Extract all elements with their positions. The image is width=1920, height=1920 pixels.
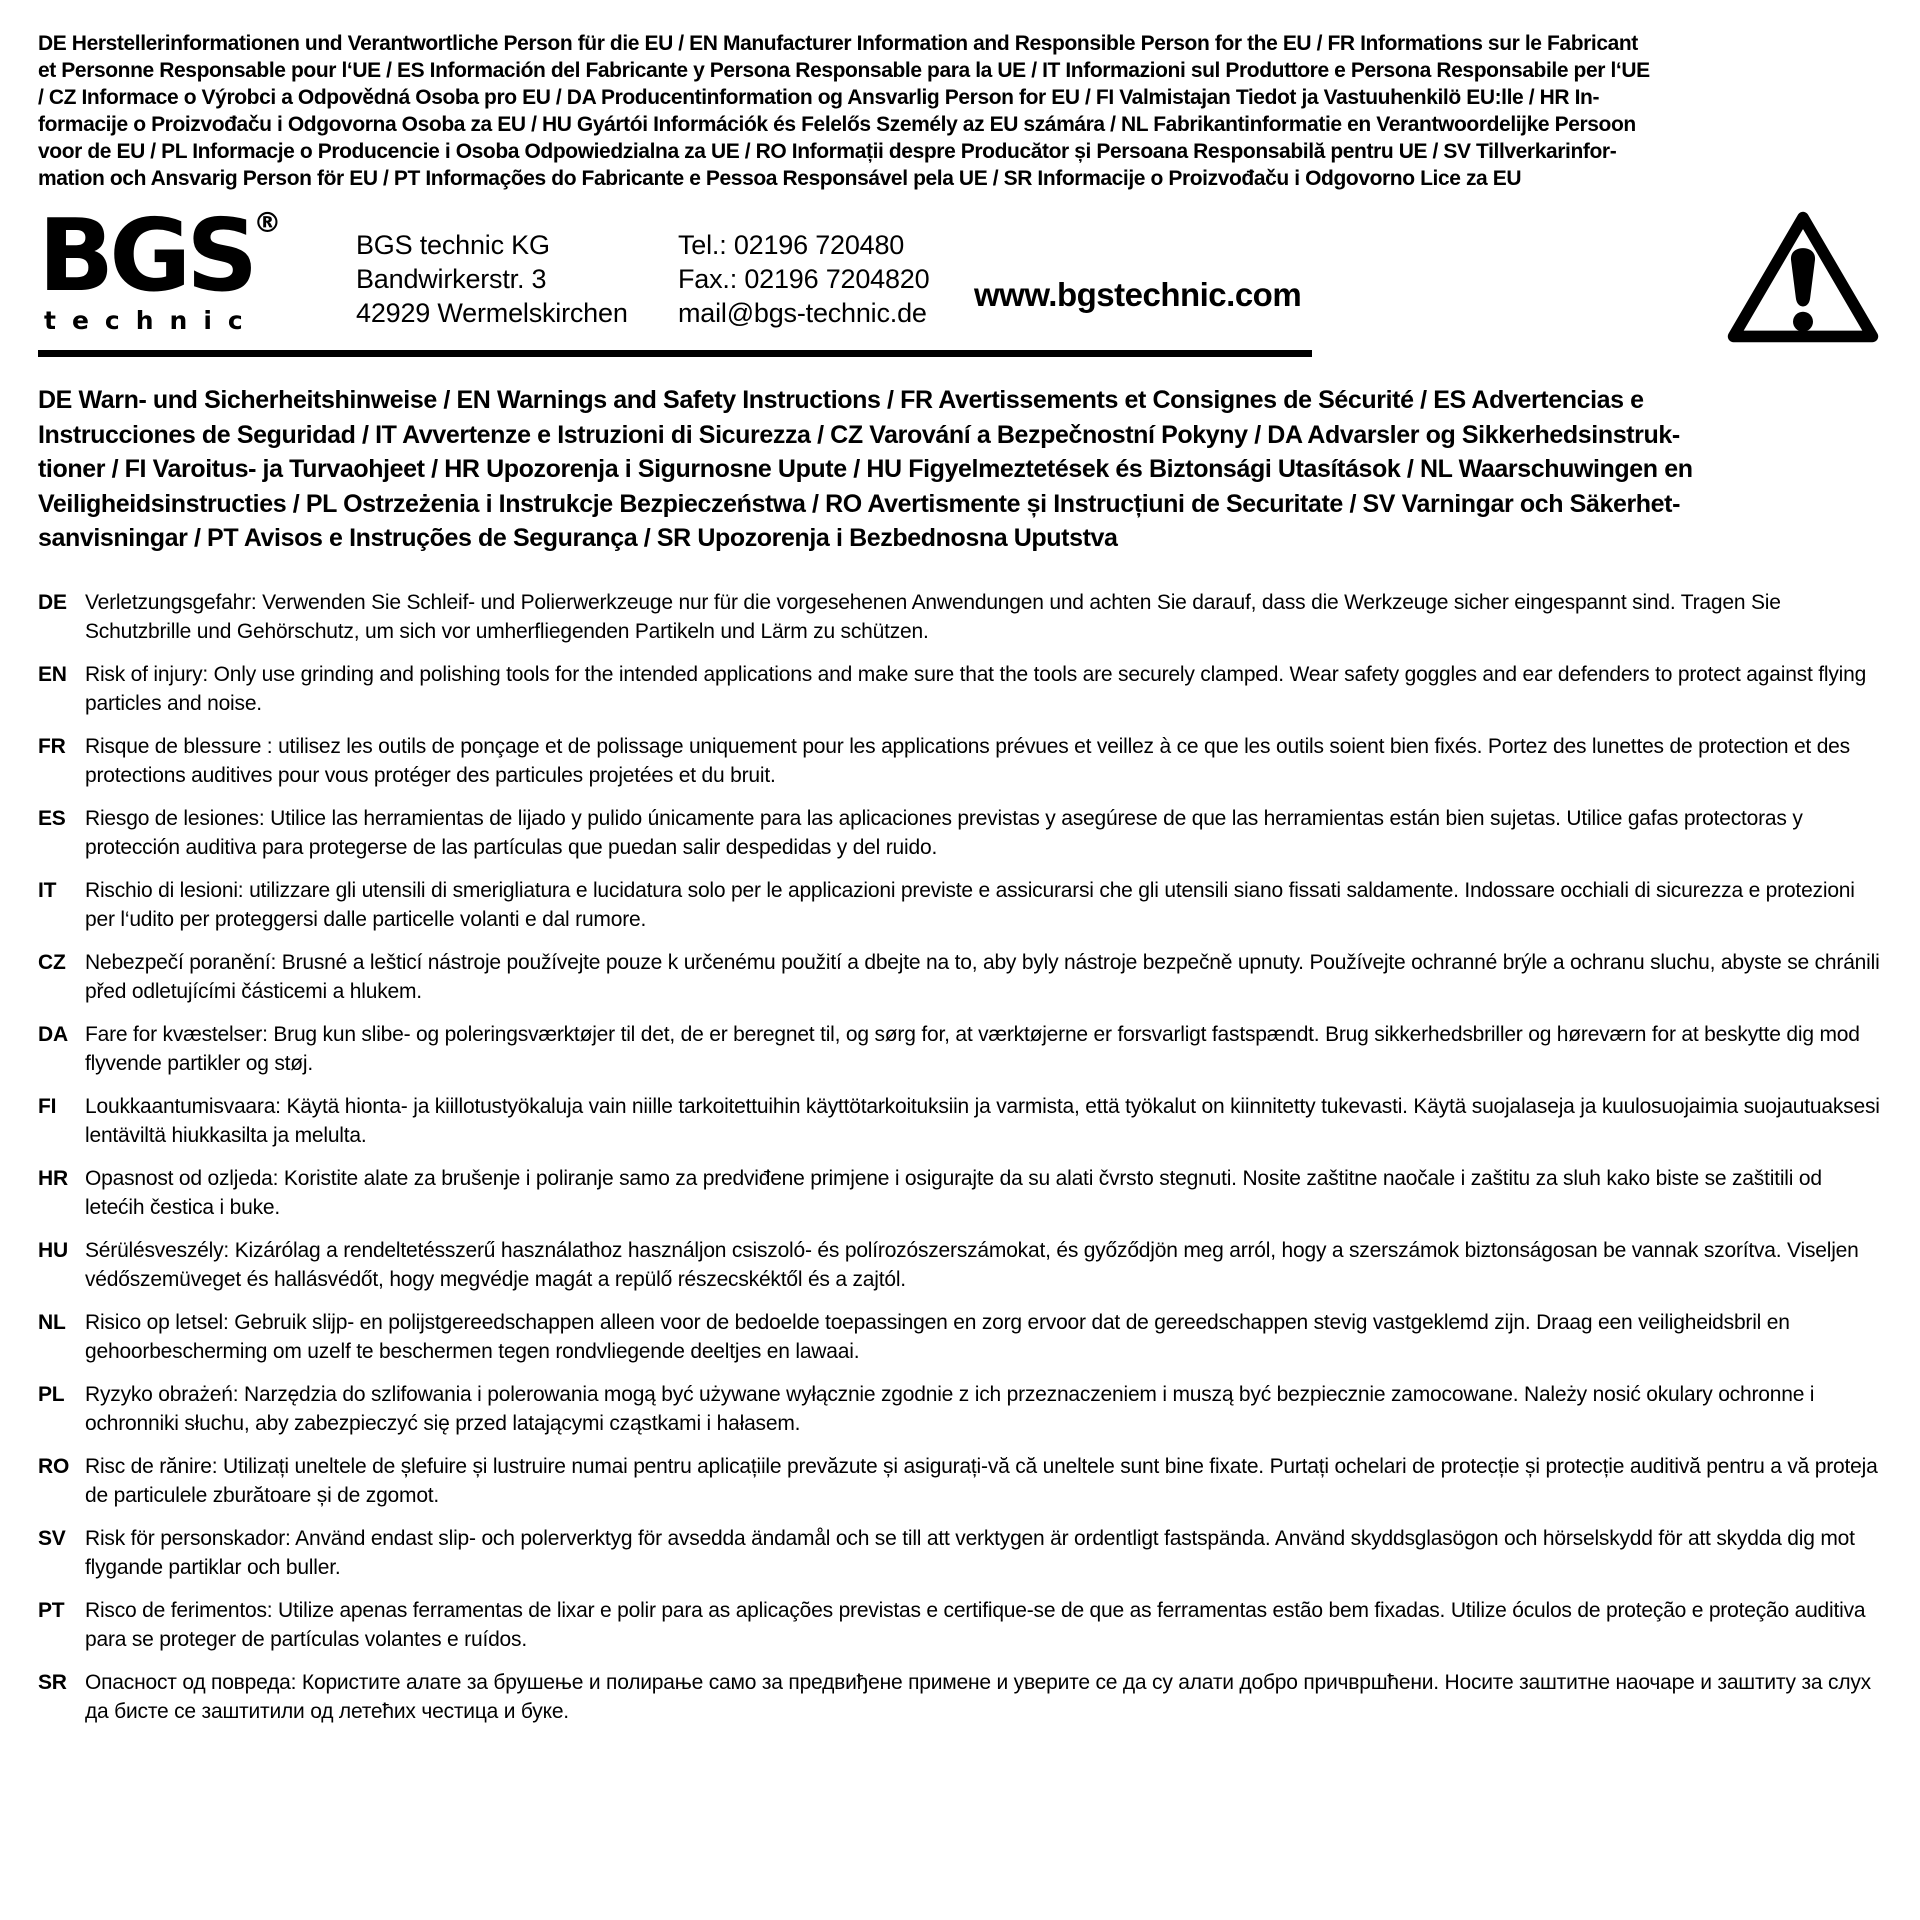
- warnings-heading-line: tioner / FI Varoitus- ja Turvaohjeet / HR Upozorenja i Sigurnosne Upute / HU Figyelmeztetések és Biztonsági Utasítások / NL Waarschuwingen en: [38, 455, 1693, 483]
- warning-text: Risque de blessure : utilisez les outils de ponçage et de polissage uniquement pour les applications prévues et veillez à ce que les outils soient bien fixés. Portez des lunettes de protection et des protections auditives pour vous protéger des particules projetées et du bruit.: [85, 734, 1850, 787]
- warning-text: Risk för personskador: Använd endast slip- och polerverktyg för avsedda ändamål och se till att verktygen är ordentligt fastspända. Använd skyddsglasögon och hörselskydd för att skydda dig mot flygande partiklar och buller.: [85, 1526, 1855, 1579]
- manufacturer-info-heading: [38, 30, 1882, 192]
- company-phone: Tel.: 02196 720480: [678, 230, 905, 260]
- warning-item-hu: [38, 1236, 1882, 1294]
- language-code: RO: [38, 1454, 70, 1478]
- warning-text: Riesgo de lesiones: Utilice las herramientas de lijado y pulido únicamente para las aplicaciones previstas y asegúrese de que las herramientas están bien sujetas. Utilice gafas protectoras y protección auditiva para protegerse de las partículas que puedan salir despedidas y del ruido.: [85, 806, 1803, 859]
- warning-item-nl: [38, 1308, 1882, 1366]
- warning-item-fr: [38, 732, 1882, 790]
- warning-text: Opasnost od ozljeda: Koristite alate za brušenje i poliranje samo za predviđene primjene i osigurajte da su alati čvrsto stegnuti. Nosite zaštitne naočale i zaštitu za sluh kako biste se zaštitili od letećih čestica i buke.: [85, 1166, 1822, 1219]
- warning-text: Nebezpečí poranění: Brusné a lešticí nástroje používejte pouze k určenému použití a dbejte na to, aby byly nástroje bezpečně upnuty. Používejte ochranné brýle a ochranu sluchu, abyste se chránili před odletujícími částicemi a hlukem.: [85, 950, 1880, 1003]
- language-code: NL: [38, 1310, 66, 1334]
- company-fax: Fax.: 02196 7204820: [678, 264, 930, 294]
- warnings-heading-line: Instrucciones de Seguridad / IT Avvertenze e Istruzioni di Sicurezza / CZ Varování a Bezpečnostní Pokyny / DA Advarsler og Sikkerhedsinstruk-: [38, 420, 1680, 449]
- warnings-heading: [38, 383, 1882, 556]
- warnings-heading-line: DE Warn- und Sicherheitshinweise / EN Warnings and Safety Instructions / FR Avertissements et Consignes de Sécurité / ES Advertencias e: [38, 386, 1644, 414]
- warning-item-da: [38, 1020, 1882, 1078]
- warning-item-sv: [38, 1524, 1882, 1582]
- warning-item-en: [38, 660, 1882, 718]
- company-street: Bandwirkerstr. 3: [356, 264, 547, 294]
- language-code: SV: [38, 1526, 66, 1550]
- language-code: DA: [38, 1022, 68, 1046]
- warnings-list: [38, 588, 1882, 1726]
- manufacturer-info-line: mation och Ansvarig Person för EU / PT Informações do Fabricante e Pessoa Responsável pela UE / SR Informacije o Proizvođaču i Odgovorno Lice za EU: [38, 167, 1522, 190]
- language-code: EN: [38, 662, 67, 686]
- bgs-logo: [38, 197, 356, 335]
- warning-text: Sérülésveszély: Kizárólag a rendeltetésszerű használathoz használjon csiszoló- és polírozószerszámokat, és győződjön meg arról, hogy a szerszámok biztonságosan be vannak szorítva. Viseljen védőszemüveget és hallásvédőt, hogy megvédje magát a repülő részecskéktől és a zajtól.: [85, 1238, 1859, 1291]
- manufacturer-info-line: formacije o Proizvođaču i Odgovorna Osoba za EU / HU Gyártói Információk és Felelős Személy az EU számára / NL Fabrikantinformatie en Verantwoordelijke Persoon: [38, 113, 1636, 136]
- language-code: SR: [38, 1670, 67, 1694]
- warning-item-fi: [38, 1092, 1882, 1150]
- warning-text: Ryzyko obrażeń: Narzędzia do szlifowania i polerowania mogą być używane wyłącznie zgodnie z ich przeznaczeniem i muszą być bezpiecznie zamocowane. Należy nosić okulary ochronne i ochronniki słuchu, aby zabezpieczyć się przed latającymi cząstkami i hałasem.: [85, 1382, 1815, 1435]
- company-header: [38, 197, 1882, 350]
- language-code: HU: [38, 1238, 68, 1262]
- registered-trademark-icon: ®: [253, 206, 282, 239]
- manufacturer-info-line: voor de EU / PL Informacje o Producencie i Osoba Odpowiedzialna za UE / RO Informații despre Producător și Persoana Responsabilă pentru UE / SV Tillverkarinfor-: [38, 140, 1617, 163]
- bgs-logo-wordmark: [38, 197, 356, 314]
- warning-text: Risco de ferimentos: Utilize apenas ferramentas de lixar e polir para as aplicações previstas e certifique-se de que as ferramentas estão bem fixadas. Utilize óculos de proteção e proteção auditiva para se proteger de partículas volantes e ruídos.: [85, 1598, 1866, 1651]
- warning-item-sr: [38, 1668, 1882, 1726]
- language-code: PL: [38, 1382, 65, 1406]
- warning-item-pt: [38, 1596, 1882, 1654]
- warning-text: Loukkaantumisvaara: Käytä hionta- ja kiillotustyökaluja vain niille tarkoitettuihin käyttötarkoituksiin ja varmista, että työkalut on kiinnitetty tukevasti. Käytä suojalaseja ja kuulosuojaimia suojautuaksesi lentäviltä hiukkasilta ja melulta.: [85, 1094, 1880, 1147]
- warning-item-it: [38, 876, 1882, 934]
- company-address: [356, 206, 678, 330]
- warning-item-es: [38, 804, 1882, 862]
- warning-item-de: [38, 588, 1882, 646]
- warning-text: Fare for kvæstelser: Brug kun slibe- og poleringsværktøjer til det, de er beregnet til, og sørg for, at værktøjerne er forsvarligt fastspændt. Brug sikkerhedsbriller og høreværn for at beskytte dig mod flyvende partikler og støj.: [85, 1022, 1860, 1075]
- language-code: HR: [38, 1166, 68, 1190]
- warning-item-hr: [38, 1164, 1882, 1222]
- horizontal-divider: [38, 350, 1312, 357]
- language-code: ES: [38, 806, 66, 830]
- language-code: PT: [38, 1598, 65, 1622]
- language-code: CZ: [38, 950, 66, 974]
- language-code: DE: [38, 590, 67, 614]
- bgs-logo-text: BGS: [38, 197, 254, 314]
- language-code: FR: [38, 734, 66, 758]
- warning-text: Verletzungsgefahr: Verwenden Sie Schleif- und Polierwerkzeuge nur für die vorgesehenen Anwendungen und achten Sie darauf, dass die Werkzeuge sicher eingespannt sind. Tragen Sie Schutzbrille und Gehörschutz, um sich vor umherfliegenden Partikeln und Lärm zu schützen.: [85, 590, 1781, 643]
- company-city: 42929 Wermelskirchen: [356, 298, 628, 328]
- warning-item-ro: [38, 1452, 1882, 1510]
- warning-text: Risc de rănire: Utilizați uneltele de șlefuire și lustruire numai pentru aplicațiile prevăzute și asigurați-vă că uneltele sunt bine fixate. Purtați ochelari de protecție și protecție auditivă pentru a vă proteja de particulele zburătoare și de zgomot.: [85, 1454, 1878, 1507]
- company-contact: [678, 206, 974, 330]
- bgs-logo-subtext: technic: [44, 306, 259, 335]
- warnings-heading-line: Veiligheidsinstructies / PL Ostrzeżenia i Instrukcje Bezpieczeństwa / RO Avertismente și Instrucțiuni de Securitate / SV Varningar och Säkerhet-: [38, 489, 1681, 518]
- company-email: mail@bgs-technic.de: [678, 298, 927, 328]
- warning-text: Risk of injury: Only use grinding and polishing tools for the intended applications and make sure that the tools are securely clamped. Wear safety goggles and ear defenders to protect against flying particles and noise.: [85, 662, 1867, 715]
- manufacturer-info-line: et Personne Responsable pour l‘UE / ES Información del Fabricante y Persona Responsable para la UE / IT Informazioni sul Produttore e Persona Responsabile per l‘UE: [38, 59, 1650, 82]
- warning-item-cz: [38, 948, 1882, 1006]
- warnings-heading-line: sanvisningar / PT Avisos e Instruções de Segurança / SR Upozorenja i Bezbednosna Uputstva: [38, 524, 1118, 552]
- language-code: FI: [38, 1094, 57, 1118]
- manufacturer-info-line: DE Herstellerinformationen und Verantwortliche Person für die EU / EN Manufacturer Information and Responsible Person for the EU / FR Informations sur le Fabricant: [38, 32, 1638, 55]
- warning-text: Rischio di lesioni: utilizzare gli utensili di smerigliatura e lucidatura solo per le applicazioni previste e assicurarsi che gli utensili siano fissati saldamente. Indossare occhiali di sicurezza e protezioni per l‘udito per proteggersi dalle particelle volanti e dal rumore.: [85, 878, 1855, 931]
- warning-triangle-icon: [1724, 206, 1882, 353]
- manufacturer-info-line: / CZ Informace o Výrobci a Odpovědná Osoba pro EU / DA Producentinformation og Ansvarlig Person for EU / FI Valmistajan Tiedot ja Vastuuhenkilö EU:lle / HR In-: [38, 86, 1600, 109]
- company-name: BGS technic KG: [356, 230, 550, 260]
- company-website: www.bgstechnic.com: [974, 276, 1302, 313]
- language-code: IT: [38, 878, 57, 902]
- warning-item-pl: [38, 1380, 1882, 1438]
- warning-text: Risico op letsel: Gebruik slijp- en polijstgereedschappen alleen voor de bedoelde toepassingen en zorg ervoor dat de gereedschappen stevig vastgeklemd zijn. Draag een veiligheidsbril en gehoorbescherming om uzelf te beschermen tegen rondvliegende deeltjes en lawaai.: [85, 1310, 1790, 1363]
- warning-text: Опасност од повреда: Користите алате за брушење и полирање само за предвиђене примене и уверите се да су алати добро причвршћени. Носите заштитне наочаре и заштиту за слух да бисте се заштитили од летећих честица и буке.: [85, 1670, 1871, 1723]
